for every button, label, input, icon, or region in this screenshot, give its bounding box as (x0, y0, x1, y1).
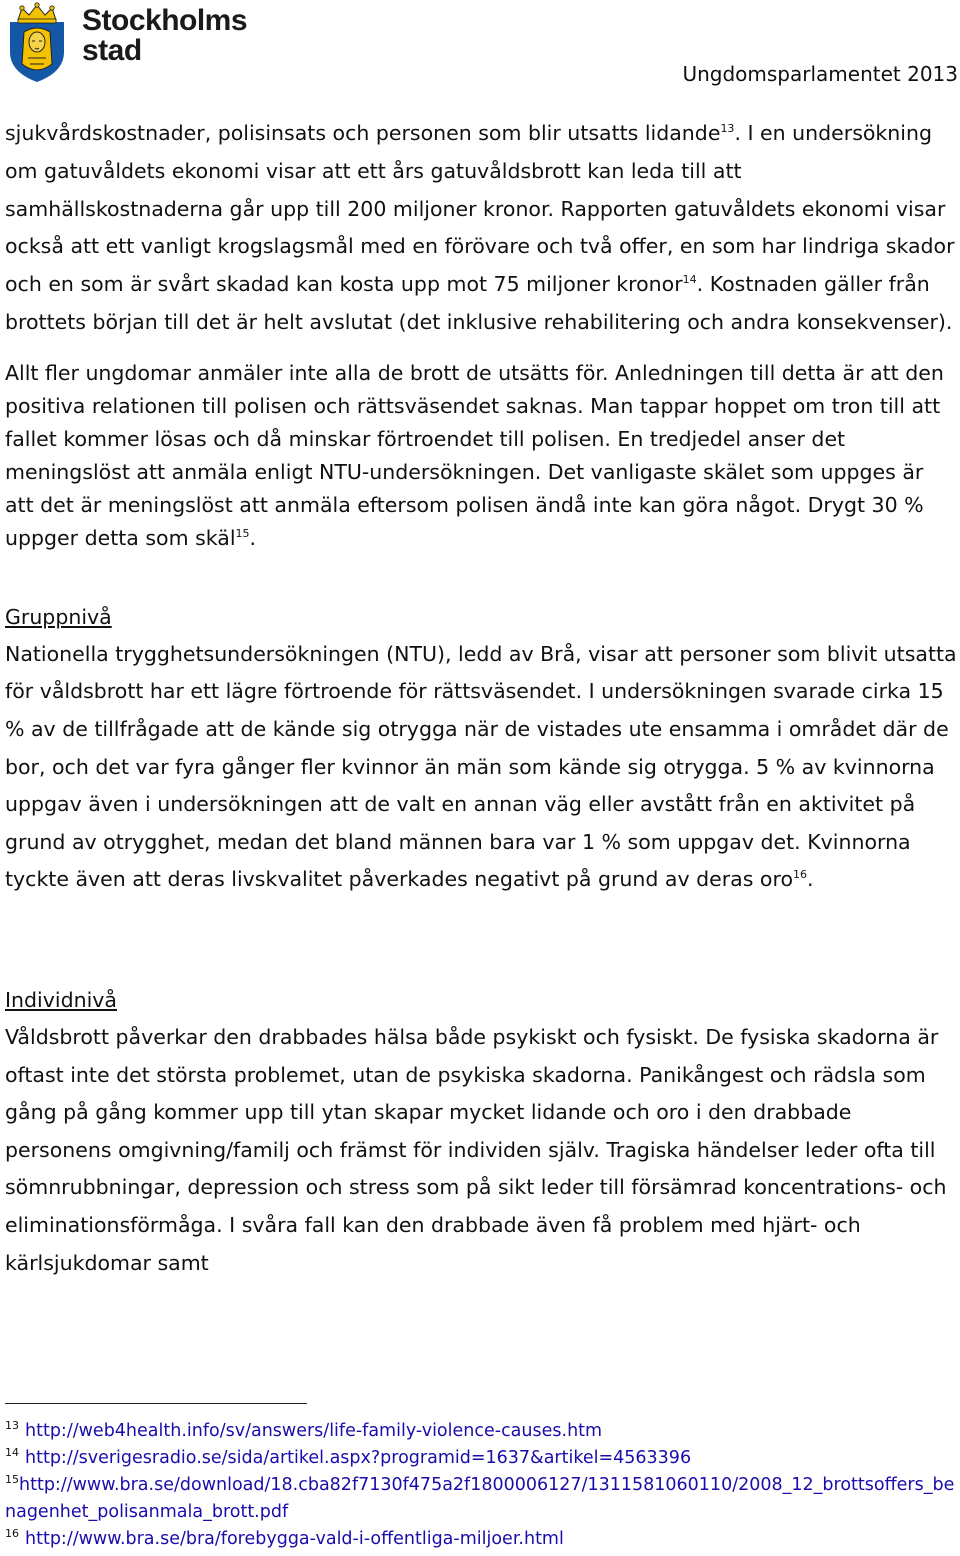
footnote-link-16[interactable]: http://www.bra.se/bra/forebygga-vald-i-offentliga-miljoer.html (25, 1529, 564, 1549)
paragraph-text: sjukvårdskostnader, polisinsats och personen som blir utsatts lidande (5, 121, 721, 145)
document-body (5, 115, 957, 1282)
footnote-ref-15[interactable]: 15 (235, 526, 250, 540)
stockholms-stad-crown-shield-icon (6, 2, 68, 84)
footnote-16 (5, 1526, 957, 1553)
footnote-number: 14 (5, 1446, 19, 1460)
paragraph-group-level (5, 636, 957, 899)
footnote-13 (5, 1418, 957, 1445)
paragraph-text: . Kostnaden gäller från brottets början till det är helt avslutat (det inklusive rehabilitering och andra konsekvenser). (5, 272, 953, 334)
footnote-link-13[interactable]: http://web4health.info/sv/answers/life-family-violence-causes.htm (25, 1421, 603, 1441)
footnote-number: 13 (5, 1419, 19, 1433)
section-heading-gruppniva: Gruppnivå (5, 604, 112, 629)
footnote-ref-16[interactable]: 16 (793, 868, 807, 882)
paragraph-individual-level: Våldsbrott påverkar den drabbades hälsa både psykiskt och fysiskt. De fysiska skadorna är oftast inte det största problemet, utan de psykiska skadorna. Panikångest och rädsla som gång på gång kommer upp till ytan skapar mycket lidande och oro i den drabbade personens omgivning/familj och främst för individen själv. Tragiska händelser leder ofta till sömnrubbningar, depression och stress som på sikt leder till försämrad koncentrations- och eliminationsförmåga. I svåra fall kan den drabbade även få problem med hjärt- och kärlsjukdomar samt (5, 1024, 947, 1275)
section-heading-individniva: Individnivå (5, 987, 117, 1012)
paragraph-text: Allt fler ungdomar anmäler inte alla de brott de utsätts för. Anledningen till detta är att den positiva relationen till polisen och rättsväsendet saknas. Man tappar hoppet om tron till att fallet kommer lösas och då minskar förtroendet till polisen. En tredjedel anser det meningslöst att anmäla enligt NTU-undersökningen. Det vanligaste skälet som uppges är att det är meningslöst att anmäla eftersom polisen ändå inte kan göra något. Drygt 30 % uppger detta som skäl (5, 360, 944, 550)
document-title: Ungdomsparlamentet 2013 (682, 62, 958, 86)
paragraph-text: . I en undersökning om gatuvåldets ekonomi visar att ett års gatuvåldsbrott kan leda till att samhällskostnaderna går upp till 200 miljoner kronor. Rapporten gatuvåldets ekonomi visar också att ett vanligt krogslagsmål med en förövare och två offer, en som har lindriga skador och en som är svårt skadad kan kosta upp mot 75 miljoner kronor (5, 121, 955, 297)
footnote-number: 15 (5, 1473, 19, 1487)
brand-line-1: Stockholms (82, 4, 248, 37)
footnote-ref-13[interactable]: 13 (720, 122, 735, 136)
brand-line-2: stad (82, 34, 142, 67)
footnote-link-15[interactable]: http://www.bra.se/download/18.cba82f7130f475a2f1800006127/1311581060110/2008_12_brottsoffers_benagenhet_polisanmala_brott.pdf (5, 1475, 955, 1522)
footnote-link-14[interactable]: http://sverigesradio.se/sida/artikel.aspx?programid=1637&artikel=4563396 (25, 1448, 692, 1468)
brand-wordmark (82, 6, 247, 66)
footnote-ref-14[interactable]: 14 (682, 273, 697, 287)
footnote-14 (5, 1445, 957, 1472)
footnote-number: 16 (5, 1527, 19, 1541)
paragraph-text: . (249, 525, 257, 550)
page-header (0, 0, 960, 100)
paragraph-reporting (5, 357, 957, 555)
footnote-15 (5, 1472, 957, 1526)
footnotes (5, 1418, 957, 1553)
paragraph-text: . (807, 867, 814, 892)
footnote-divider (5, 1403, 307, 1404)
paragraph-text: Nationella trygghetsundersökningen (NTU), ledd av Brå, visar att personer som blivit utsatta för våldsbrott har ett lägre förtroende för rättsväsendet. I undersökningen svarade cirka 15 % av de tillfrågade att de kände sig otrygga när de vistades ute ensamma i området där de bor, och det var fyra gånger fler kvinnor än män som kände sig otrygga. 5 % av kvinnorna uppgav även i undersökningen att de valt en annan väg eller avstått från en aktivitet på grund av otrygghet, medan det bland männen bara var 1 % som uppgav det. Kvinnorna tyckte även att deras livskvalitet påverkades negativt på grund av deras oro (5, 641, 957, 892)
paragraph-costs (5, 115, 957, 342)
